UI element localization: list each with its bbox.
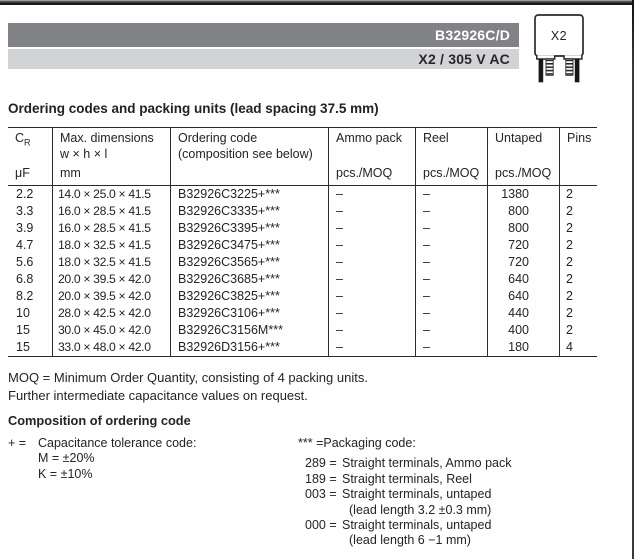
cell-reel: – xyxy=(415,271,487,288)
cell-pins: 2 xyxy=(559,254,597,271)
capacitor-symbol-label: X2 xyxy=(550,29,568,43)
packaging-label: Packaging code: xyxy=(323,436,416,450)
cell-cr: 3.3 xyxy=(16,204,34,218)
ammo-label: Ammo pack xyxy=(336,131,402,145)
cell-code: B32926C3825+*** xyxy=(170,288,328,305)
page-top-edge xyxy=(0,0,634,5)
cell-reel: – xyxy=(415,203,487,220)
cell-cr: 15 xyxy=(16,323,30,337)
note-intermediate: Further intermediate capacitance values on request. xyxy=(8,387,308,403)
col-header-reel xyxy=(415,128,487,186)
tolerance-item: M = ±20% xyxy=(38,451,95,466)
cell-pins: 2 xyxy=(559,271,597,288)
packaging-code: 189 = xyxy=(305,471,337,486)
packaging-symbol: *** = xyxy=(298,436,324,450)
class-voltage: X2 / 305 V AC xyxy=(418,51,510,67)
product-code-bar xyxy=(8,23,519,47)
cell-untaped: 800 xyxy=(487,203,559,220)
packaging-desc: Straight terminals, Reel xyxy=(342,471,472,486)
packaging-note: (lead length 6 −1 mm) xyxy=(349,533,471,548)
composition-section xyxy=(8,413,512,548)
cell-cr: 3.9 xyxy=(16,221,34,235)
table-row xyxy=(8,288,597,305)
cell-ammo: – xyxy=(328,271,415,288)
packaging-column xyxy=(298,436,628,549)
cell-untaped: 1380 xyxy=(487,186,559,203)
cell-reel: – xyxy=(415,339,487,357)
cell-dims: 20.0 × 39.5 × 42.0 xyxy=(52,288,170,305)
reel-unit: pcs./MOQ xyxy=(423,165,480,180)
ammo-unit: pcs./MOQ xyxy=(336,165,393,180)
cell-code: B32926C3475+*** xyxy=(170,237,328,254)
cell-pins: 2 xyxy=(559,237,597,254)
packaging-desc: Straight terminals, untaped xyxy=(342,518,492,533)
packaging-items xyxy=(305,456,628,548)
cell-untaped: 720 xyxy=(487,237,559,254)
cell-pins: 2 xyxy=(559,203,597,220)
cell-code: B32926C3395+*** xyxy=(170,220,328,237)
capacitor-symbol-icon xyxy=(529,12,589,89)
packaging-desc: Straight terminals, untaped xyxy=(342,487,492,502)
cell-reel: – xyxy=(415,220,487,237)
table-header-row xyxy=(8,128,597,186)
cell-dims: 30.0 × 45.0 × 42.0 xyxy=(52,322,170,339)
tolerance-column xyxy=(8,436,288,482)
col-header-untaped xyxy=(487,128,559,186)
cell-ammo: – xyxy=(328,305,415,322)
cell-code: B32926C3225+*** xyxy=(170,186,328,203)
table-row xyxy=(8,339,597,357)
note-moq: MOQ = Minimum Order Quantity, consisting of 4 packing units. xyxy=(8,370,368,385)
cell-code: B32926D3156+*** xyxy=(170,339,328,357)
pins-label: Pins xyxy=(567,131,592,145)
cell-ammo: – xyxy=(328,288,415,305)
cell-cr: 6.8 xyxy=(16,272,34,286)
code-sublabel: (composition see below) xyxy=(178,146,313,161)
cell-ammo: – xyxy=(328,254,415,271)
cell-cr: 15 xyxy=(8,339,52,357)
cr-symbol: C xyxy=(15,131,25,145)
dims-label: Max. dimensions xyxy=(60,131,154,145)
table-row xyxy=(8,220,597,237)
cell-code: B32926C3156M*** xyxy=(170,322,328,339)
cell-reel: – xyxy=(415,254,487,271)
dims-formula: w × h × l xyxy=(60,146,108,161)
untaped-unit: pcs./MOQ xyxy=(495,165,552,180)
cell-code: B32926C3335+*** xyxy=(170,203,328,220)
packaging-item xyxy=(305,456,628,471)
cell-untaped: 800 xyxy=(487,220,559,237)
tolerance-header xyxy=(8,436,288,451)
packaging-header xyxy=(298,436,628,451)
ordering-table xyxy=(8,127,597,357)
tolerance-symbol: + = xyxy=(8,436,27,450)
packaging-item xyxy=(305,472,628,487)
cell-pins: 2 xyxy=(559,305,597,322)
cell-dims: 14.0 × 25.0 × 41.5 xyxy=(52,186,170,203)
cell-cr: 8.2 xyxy=(16,289,34,303)
cell-pins: 2 xyxy=(559,186,597,203)
cell-untaped: 640 xyxy=(487,288,559,305)
cell-ammo: – xyxy=(328,237,415,254)
cell-untaped: 440 xyxy=(487,305,559,322)
cell-reel: – xyxy=(415,305,487,322)
packaging-code: 289 = xyxy=(305,456,337,471)
cell-ammo: – xyxy=(328,203,415,220)
cell-ammo: – xyxy=(328,186,415,203)
cell-cr: 2.2 xyxy=(16,187,34,201)
tolerance-item: K = ±10% xyxy=(38,466,93,481)
cell-pins: 2 xyxy=(559,322,597,339)
packaging-code: 003 = xyxy=(305,487,337,502)
cell-reel: – xyxy=(415,322,487,339)
table-row xyxy=(8,322,597,339)
cr-unit: μF xyxy=(15,165,30,180)
untaped-label: Untaped xyxy=(495,131,543,145)
product-code: B32926C/D xyxy=(435,27,510,43)
reel-label: Reel xyxy=(423,131,449,145)
cell-code: B32926C3565+*** xyxy=(170,254,328,271)
cell-pins: 2 xyxy=(559,288,597,305)
cell-code: B32926C3106+*** xyxy=(170,305,328,322)
col-header-dimensions xyxy=(52,128,170,186)
packaging-item xyxy=(305,487,628,502)
cell-dims: 16.0 × 28.5 × 41.5 xyxy=(52,220,170,237)
cell-cr: 4.7 xyxy=(16,238,34,252)
packaging-note: (lead length 3.2 ±0.3 mm) xyxy=(349,502,492,517)
cell-untaped: 720 xyxy=(487,254,559,271)
tolerance-label: Capacitance tolerance code: xyxy=(38,436,197,450)
cell-reel: – xyxy=(415,237,487,254)
cell-ammo: – xyxy=(328,220,415,237)
table-notes xyxy=(8,369,368,404)
class-voltage-bar xyxy=(8,49,519,69)
cell-ammo: – xyxy=(328,339,415,357)
table-row xyxy=(8,203,597,220)
col-header-pins xyxy=(559,128,597,186)
packaging-item xyxy=(305,518,628,533)
cell-cr: 10 xyxy=(16,306,30,320)
cell-pins: 4 xyxy=(559,339,597,357)
dims-unit: mm xyxy=(60,165,81,180)
cell-untaped: 400 xyxy=(487,322,559,339)
cr-subscript: R xyxy=(24,137,31,148)
table-row xyxy=(8,305,597,322)
col-header-ordering-code xyxy=(170,128,328,186)
col-header-ammo-pack xyxy=(328,128,415,186)
cell-dims: 33.0 × 48.0 × 42.0 xyxy=(52,339,170,357)
table-row xyxy=(8,237,597,254)
cell-dims: 20.0 × 39.5 × 42.0 xyxy=(52,271,170,288)
cell-reel: – xyxy=(415,186,487,203)
cell-dims: 18.0 × 32.5 × 41.5 xyxy=(52,237,170,254)
cell-untaped: 640 xyxy=(487,271,559,288)
table-row xyxy=(8,271,597,288)
packaging-code: 000 = xyxy=(305,518,337,533)
section-heading: Ordering codes and packing units (lead spacing 37.5 mm) xyxy=(8,101,379,116)
cell-ammo: – xyxy=(328,322,415,339)
packaging-desc: Straight terminals, Ammo pack xyxy=(342,456,512,471)
cell-dims: 18.0 × 32.5 × 41.5 xyxy=(52,254,170,271)
cell-dims: 16.0 × 28.5 × 41.5 xyxy=(52,203,170,220)
code-label: Ordering code xyxy=(178,131,258,145)
table-row xyxy=(8,186,597,203)
cell-code: B32926C3685+*** xyxy=(170,271,328,288)
cell-pins: 2 xyxy=(559,220,597,237)
cell-cr: 5.6 xyxy=(16,255,34,269)
col-header-cr xyxy=(8,128,52,186)
table-row xyxy=(8,254,597,271)
composition-title: Composition of ordering code xyxy=(8,413,191,428)
cell-dims: 28.0 × 42.5 × 42.0 xyxy=(52,305,170,322)
cell-untaped: 180 xyxy=(487,339,559,357)
cell-reel: – xyxy=(415,288,487,305)
